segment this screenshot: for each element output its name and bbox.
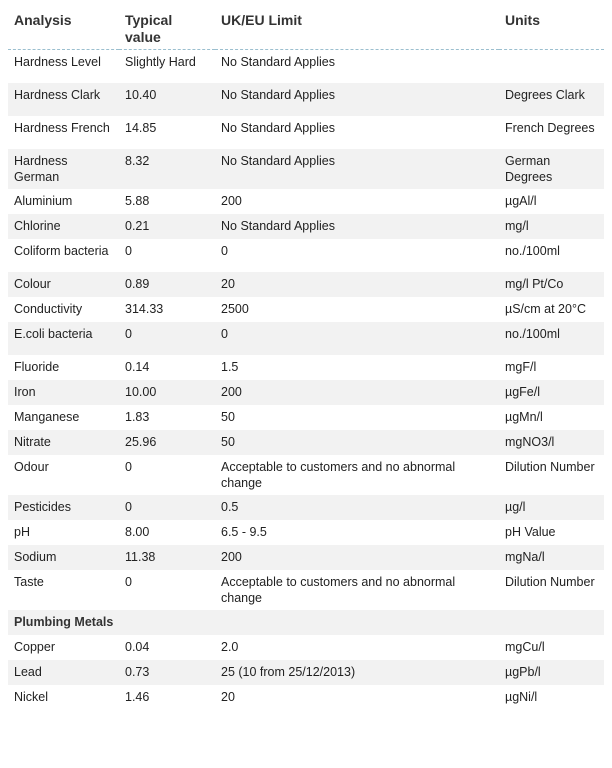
cell-uk-eu-limit: 2.0 [215,635,499,660]
cell-units: mg/l Pt/Co [499,272,604,297]
cell-analysis: Fluoride [8,355,119,380]
cell-typical-value: 25.96 [119,430,215,455]
cell-uk-eu-limit: 50 [215,430,499,455]
table-row [8,355,604,380]
cell-typical-value: 5.88 [119,189,215,214]
cell-analysis: Taste [8,570,119,610]
cell-units: µS/cm at 20°C [499,297,604,322]
table-row [8,685,604,710]
cell-uk-eu-limit: 0 [215,239,499,272]
header-row [8,8,604,50]
table-row [8,272,604,297]
cell-typical-value: 0.89 [119,272,215,297]
table-row [8,322,604,355]
cell-analysis: Iron [8,380,119,405]
cell-units: mg/l [499,214,604,239]
cell-uk-eu-limit: No Standard Applies [215,116,499,149]
cell-uk-eu-limit: No Standard Applies [215,83,499,116]
cell-typical-value: 1.83 [119,405,215,430]
cell-units: mgF/l [499,355,604,380]
cell-units: Dilution Number [499,455,604,495]
cell-typical-value: 0 [119,570,215,610]
cell-analysis: Nickel [8,685,119,710]
table-body [8,50,604,710]
cell-uk-eu-limit: No Standard Applies [215,149,499,189]
header-uk-eu-limit: UK/EU Limit [215,8,499,50]
cell-analysis: Hardness Clark [8,83,119,116]
table-row [8,455,604,495]
cell-typical-value: 0.73 [119,660,215,685]
cell-units: Degrees Clark [499,83,604,116]
cell-units [499,50,604,83]
cell-units: no./100ml [499,239,604,272]
cell-analysis: pH [8,520,119,545]
cell-uk-eu-limit: 200 [215,380,499,405]
cell-units: mgCu/l [499,635,604,660]
cell-typical-value: 314.33 [119,297,215,322]
cell-analysis: Colour [8,272,119,297]
cell-typical-value: 14.85 [119,116,215,149]
cell-typical-value: 0 [119,239,215,272]
cell-uk-eu-limit: 20 [215,272,499,297]
cell-typical-value: 8.32 [119,149,215,189]
cell-analysis: Hardness German [8,149,119,189]
header-analysis: Analysis [8,8,119,50]
cell-analysis: Pesticides [8,495,119,520]
cell-analysis: Hardness French [8,116,119,149]
cell-analysis: Hardness Level [8,50,119,83]
cell-uk-eu-limit: 200 [215,189,499,214]
cell-typical-value: 0.04 [119,635,215,660]
header-typical-value: Typical value [119,8,215,50]
table-row [8,405,604,430]
cell-units: mgNa/l [499,545,604,570]
cell-uk-eu-limit: 0.5 [215,495,499,520]
cell-units: µgNi/l [499,685,604,710]
cell-units: French Degrees [499,116,604,149]
cell-typical-value: 8.00 [119,520,215,545]
cell-analysis: Chlorine [8,214,119,239]
cell-typical-value: 11.38 [119,545,215,570]
table-header [8,8,604,50]
cell-units: no./100ml [499,322,604,355]
cell-units: µgPb/l [499,660,604,685]
section-title: Plumbing Metals [8,610,604,635]
cell-uk-eu-limit: Acceptable to customers and no abnormal change [215,455,499,495]
cell-analysis: Coliform bacteria [8,239,119,272]
cell-uk-eu-limit: 20 [215,685,499,710]
cell-units: µgMn/l [499,405,604,430]
cell-typical-value: 0 [119,322,215,355]
cell-uk-eu-limit: 0 [215,322,499,355]
table-row [8,149,604,189]
table-row [8,50,604,83]
cell-uk-eu-limit: No Standard Applies [215,214,499,239]
cell-typical-value: Slightly Hard [119,50,215,83]
table-row [8,495,604,520]
water-quality-table [8,8,604,710]
table-row [8,570,604,610]
table-row [8,380,604,405]
table-row [8,635,604,660]
cell-analysis: Manganese [8,405,119,430]
cell-analysis: Conductivity [8,297,119,322]
cell-analysis: Aluminium [8,189,119,214]
table-row [8,430,604,455]
cell-units: µg/l [499,495,604,520]
cell-units: µgAl/l [499,189,604,214]
cell-analysis: Nitrate [8,430,119,455]
cell-analysis: Lead [8,660,119,685]
cell-typical-value: 1.46 [119,685,215,710]
cell-analysis: Odour [8,455,119,495]
cell-analysis: E.coli bacteria [8,322,119,355]
cell-units: German Degrees [499,149,604,189]
cell-uk-eu-limit: 1.5 [215,355,499,380]
cell-typical-value: 10.00 [119,380,215,405]
cell-typical-value: 0 [119,455,215,495]
section-row-plumbing-metals [8,610,604,635]
cell-typical-value: 0.21 [119,214,215,239]
table-row [8,520,604,545]
cell-uk-eu-limit: Acceptable to customers and no abnormal change [215,570,499,610]
table-row [8,660,604,685]
cell-units: Dilution Number [499,570,604,610]
cell-analysis: Copper [8,635,119,660]
cell-units: µgFe/l [499,380,604,405]
cell-units: pH Value [499,520,604,545]
cell-analysis: Sodium [8,545,119,570]
cell-uk-eu-limit: 6.5 - 9.5 [215,520,499,545]
cell-units: mgNO3/l [499,430,604,455]
table-row [8,239,604,272]
cell-typical-value: 10.40 [119,83,215,116]
header-units: Units [499,8,604,50]
table-row [8,214,604,239]
table-row [8,297,604,322]
cell-typical-value: 0.14 [119,355,215,380]
cell-uk-eu-limit: No Standard Applies [215,50,499,83]
table-row [8,189,604,214]
cell-uk-eu-limit: 2500 [215,297,499,322]
table-row [8,545,604,570]
cell-uk-eu-limit: 50 [215,405,499,430]
table-row [8,83,604,116]
cell-typical-value: 0 [119,495,215,520]
cell-uk-eu-limit: 200 [215,545,499,570]
table-row [8,116,604,149]
cell-uk-eu-limit: 25 (10 from 25/12/2013) [215,660,499,685]
